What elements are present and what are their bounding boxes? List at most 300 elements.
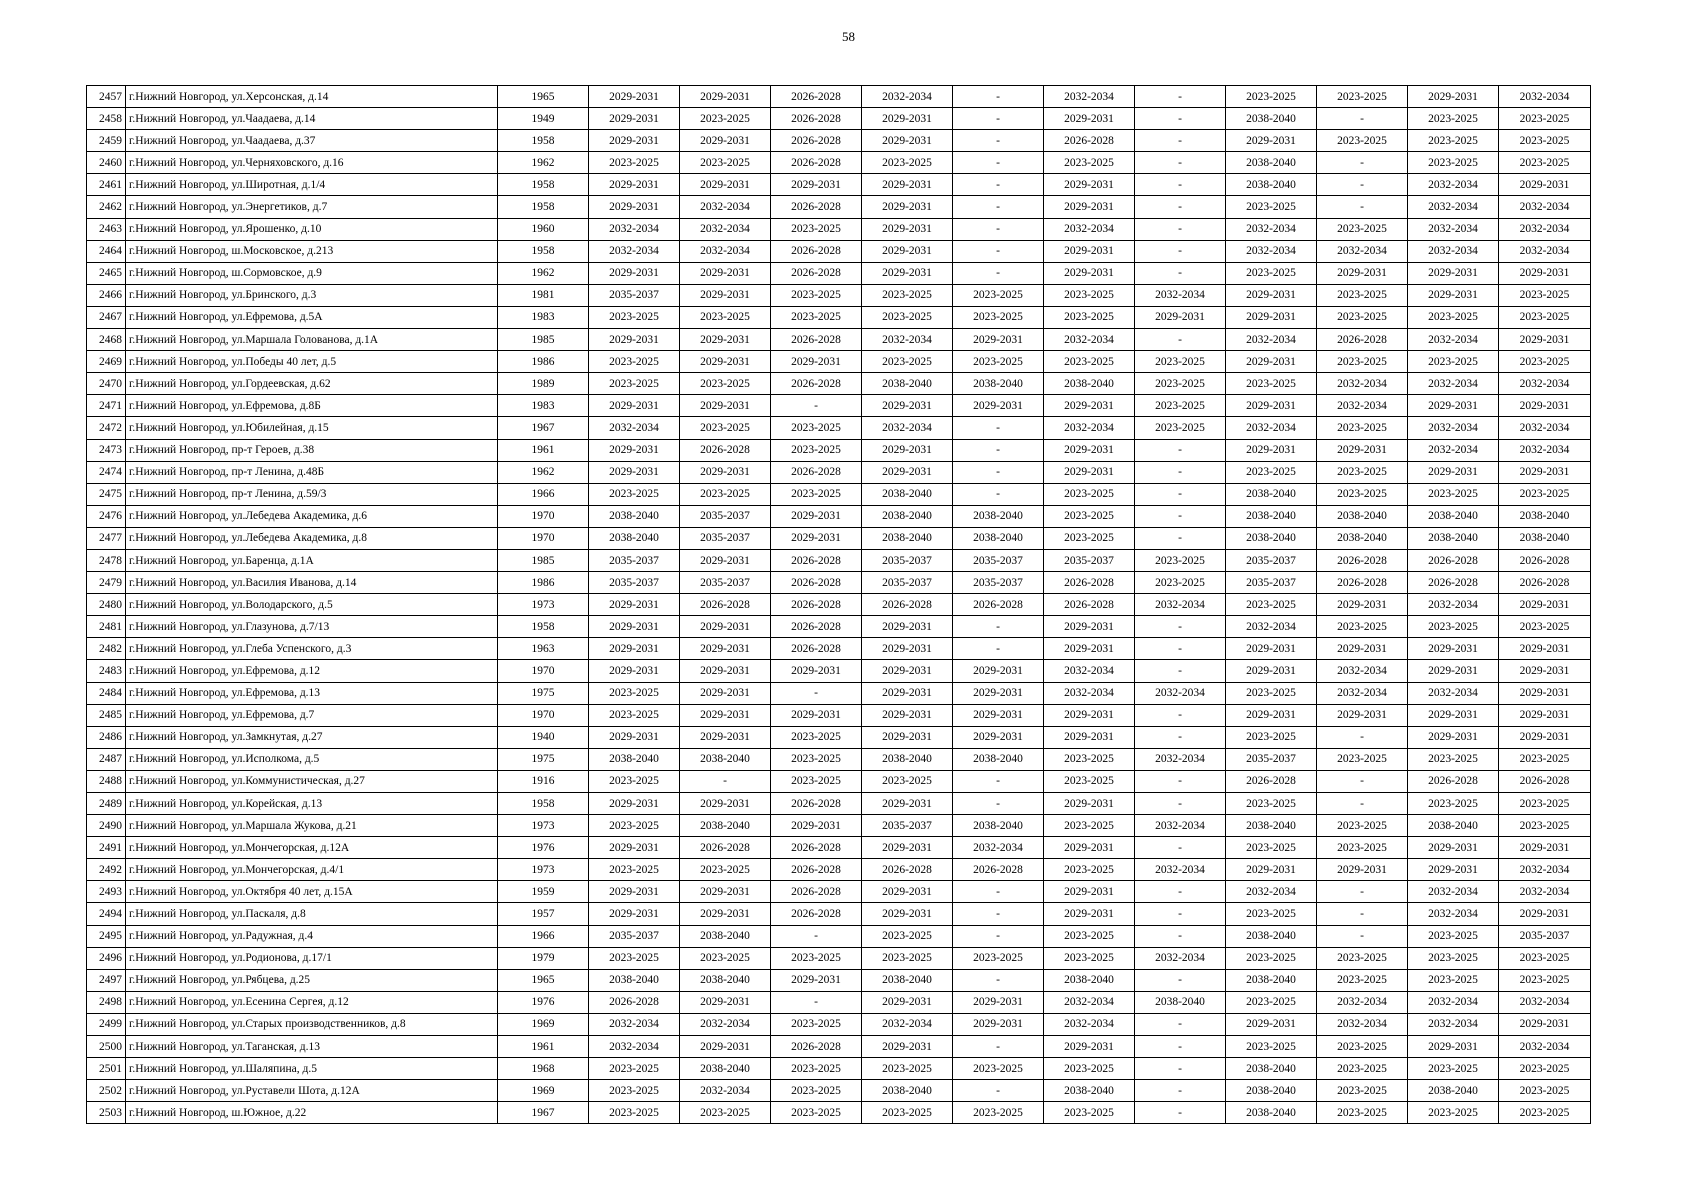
term-cell-6: 2029-2031 [1044,108,1135,130]
term-cell-2: 2029-2031 [680,284,771,306]
term-cell-9: - [1317,925,1408,947]
build-year-cell: 1963 [498,638,589,660]
build-year-cell: 1958 [498,240,589,262]
term-cell-3: 2029-2031 [771,815,862,837]
table-row [87,329,1591,351]
build-year-cell: 1957 [498,903,589,925]
address-cell: г.Нижний Новгород, ул.Победы 40 лет, д.5 [126,351,498,373]
term-cell-2: 2023-2025 [680,306,771,328]
term-cell-1: 2035-2037 [589,925,680,947]
term-cell-7: - [1135,527,1226,549]
table-row [87,240,1591,262]
term-cell-2: 2029-2031 [680,881,771,903]
term-cell-6: 2029-2031 [1044,240,1135,262]
term-cell-1: 2029-2031 [589,86,680,108]
term-cell-3: 2029-2031 [771,527,862,549]
build-year-cell: 1969 [498,1080,589,1102]
term-cell-6: 2029-2031 [1044,461,1135,483]
term-cell-2: 2023-2025 [680,417,771,439]
term-cell-6: 2023-2025 [1044,1102,1135,1124]
term-cell-5: 2023-2025 [953,284,1044,306]
term-cell-5: 2038-2040 [953,527,1044,549]
row-number-cell: 2458 [87,108,126,130]
table-row [87,859,1591,881]
row-number-cell: 2470 [87,373,126,395]
term-cell-11: 2026-2028 [1499,572,1591,594]
term-cell-4: 2029-2031 [862,881,953,903]
table-row [87,417,1591,439]
row-number-cell: 2469 [87,351,126,373]
term-cell-3: - [771,925,862,947]
term-cell-5: 2038-2040 [953,373,1044,395]
row-number-cell: 2482 [87,638,126,660]
build-year-cell: 1962 [498,262,589,284]
build-year-cell: 1968 [498,1058,589,1080]
term-cell-9: - [1317,726,1408,748]
term-cell-3: 2026-2028 [771,793,862,815]
term-cell-9: 2029-2031 [1317,594,1408,616]
term-cell-7: - [1135,660,1226,682]
term-cell-3: 2026-2028 [771,1036,862,1058]
term-cell-10: 2026-2028 [1408,572,1499,594]
build-year-cell: 1970 [498,527,589,549]
term-cell-1: 2029-2031 [589,108,680,130]
term-cell-5: - [953,262,1044,284]
term-cell-11: 2029-2031 [1499,262,1591,284]
address-cell: г.Нижний Новгород, ул.Глеба Успенского, д.3 [126,638,498,660]
term-cell-6: 2032-2034 [1044,1013,1135,1035]
term-cell-1: 2029-2031 [589,616,680,638]
term-cell-4: 2029-2031 [862,793,953,815]
address-cell: г.Нижний Новгород, ул.Ярошенко, д.10 [126,218,498,240]
term-cell-9: 2023-2025 [1317,1058,1408,1080]
term-cell-7: - [1135,704,1226,726]
term-cell-10: 2032-2034 [1408,329,1499,351]
term-cell-11: 2029-2031 [1499,837,1591,859]
term-cell-10: 2023-2025 [1408,1102,1499,1124]
term-cell-2: 2029-2031 [680,329,771,351]
term-cell-11: 2029-2031 [1499,1013,1591,1035]
term-cell-4: 2023-2025 [862,306,953,328]
row-number-cell: 2488 [87,770,126,792]
term-cell-3: 2026-2028 [771,108,862,130]
row-number-cell: 2467 [87,306,126,328]
term-cell-2: 2029-2031 [680,549,771,571]
term-cell-5: - [953,218,1044,240]
term-cell-5: - [953,925,1044,947]
term-cell-3: 2026-2028 [771,903,862,925]
term-cell-9: 2023-2025 [1317,130,1408,152]
address-cell: г.Нижний Новгород, ш.Сормовское, д.9 [126,262,498,284]
term-cell-2: 2023-2025 [680,1102,771,1124]
term-cell-8: 2023-2025 [1226,373,1317,395]
term-cell-9: 2038-2040 [1317,527,1408,549]
term-cell-1: 2032-2034 [589,218,680,240]
term-cell-4: 2023-2025 [862,947,953,969]
term-cell-7: - [1135,130,1226,152]
term-cell-9: - [1317,196,1408,218]
term-cell-1: 2023-2025 [589,1058,680,1080]
build-year-cell: 1967 [498,417,589,439]
term-cell-10: 2029-2031 [1408,461,1499,483]
term-cell-4: 2029-2031 [862,682,953,704]
term-cell-3: 2026-2028 [771,240,862,262]
term-cell-11: 2023-2025 [1499,1102,1591,1124]
term-cell-1: 2035-2037 [589,549,680,571]
term-cell-3: 2023-2025 [771,947,862,969]
row-number-cell: 2473 [87,439,126,461]
term-cell-11: 2023-2025 [1499,130,1591,152]
term-cell-6: 2023-2025 [1044,284,1135,306]
address-cell: г.Нижний Новгород, пр-т Ленина, д.48Б [126,461,498,483]
term-cell-8: 2023-2025 [1226,196,1317,218]
term-cell-4: 2029-2031 [862,395,953,417]
term-cell-9: - [1317,152,1408,174]
term-cell-10: 2023-2025 [1408,925,1499,947]
term-cell-4: 2038-2040 [862,527,953,549]
term-cell-1: 2029-2031 [589,395,680,417]
term-cell-5: 2023-2025 [953,1102,1044,1124]
term-cell-3: 2023-2025 [771,726,862,748]
term-cell-7: - [1135,903,1226,925]
term-cell-2: 2029-2031 [680,130,771,152]
term-cell-3: 2023-2025 [771,483,862,505]
term-cell-9: 2032-2034 [1317,395,1408,417]
term-cell-11: 2032-2034 [1499,86,1591,108]
term-cell-7: - [1135,881,1226,903]
term-cell-1: 2032-2034 [589,240,680,262]
term-cell-3: - [771,991,862,1013]
term-cell-2: 2029-2031 [680,638,771,660]
build-year-cell: 1970 [498,660,589,682]
term-cell-3: 2023-2025 [771,284,862,306]
row-number-cell: 2502 [87,1080,126,1102]
term-cell-6: 2023-2025 [1044,351,1135,373]
term-cell-11: 2032-2034 [1499,1036,1591,1058]
term-cell-4: 2032-2034 [862,417,953,439]
term-cell-10: 2038-2040 [1408,1080,1499,1102]
term-cell-6: 2029-2031 [1044,837,1135,859]
term-cell-8: 2035-2037 [1226,549,1317,571]
term-cell-9: 2023-2025 [1317,969,1408,991]
term-cell-4: 2029-2031 [862,461,953,483]
term-cell-3: 2023-2025 [771,1102,862,1124]
table-row [87,527,1591,549]
term-cell-4: 2026-2028 [862,594,953,616]
address-cell: г.Нижний Новгород, ул.Чаадаева, д.37 [126,130,498,152]
address-cell: г.Нижний Новгород, ул.Мончегорская, д.4/1 [126,859,498,881]
table-row [87,262,1591,284]
term-cell-4: 2035-2037 [862,815,953,837]
table-row [87,461,1591,483]
address-cell: г.Нижний Новгород, ул.Таганская, д.13 [126,1036,498,1058]
address-cell: г.Нижний Новгород, ул.Володарского, д.5 [126,594,498,616]
build-year-cell: 1975 [498,748,589,770]
term-cell-4: 2032-2034 [862,86,953,108]
table-body [87,86,1591,1124]
table-row [87,903,1591,925]
term-cell-6: 2029-2031 [1044,903,1135,925]
term-cell-3: 2023-2025 [771,1013,862,1035]
term-cell-3: 2029-2031 [771,174,862,196]
term-cell-2: 2029-2031 [680,682,771,704]
term-cell-5: - [953,130,1044,152]
row-number-cell: 2471 [87,395,126,417]
term-cell-10: 2032-2034 [1408,218,1499,240]
term-cell-1: 2023-2025 [589,947,680,969]
build-year-cell: 1983 [498,306,589,328]
term-cell-2: 2026-2028 [680,439,771,461]
table-row [87,991,1591,1013]
table-row [87,572,1591,594]
term-cell-6: 2032-2034 [1044,86,1135,108]
term-cell-7: - [1135,1102,1226,1124]
term-cell-5: - [953,969,1044,991]
term-cell-8: 2023-2025 [1226,837,1317,859]
term-cell-7: 2032-2034 [1135,284,1226,306]
term-cell-10: 2023-2025 [1408,616,1499,638]
term-cell-5: 2026-2028 [953,594,1044,616]
term-cell-10: 2029-2031 [1408,859,1499,881]
term-cell-5: - [953,196,1044,218]
term-cell-3: 2029-2031 [771,660,862,682]
address-cell: г.Нижний Новгород, ул.Широтная, д.1/4 [126,174,498,196]
term-cell-7: 2032-2034 [1135,859,1226,881]
term-cell-11: 2032-2034 [1499,417,1591,439]
row-number-cell: 2475 [87,483,126,505]
row-number-cell: 2468 [87,329,126,351]
term-cell-5: - [953,793,1044,815]
term-cell-6: 2032-2034 [1044,682,1135,704]
row-number-cell: 2497 [87,969,126,991]
term-cell-8: 2029-2031 [1226,660,1317,682]
term-cell-4: 2029-2031 [862,638,953,660]
term-cell-4: 2029-2031 [862,616,953,638]
term-cell-4: 2035-2037 [862,572,953,594]
term-cell-3: 2026-2028 [771,329,862,351]
term-cell-6: 2032-2034 [1044,329,1135,351]
term-cell-4: 2029-2031 [862,837,953,859]
term-cell-6: 2029-2031 [1044,439,1135,461]
address-cell: г.Нижний Новгород, ул.Чаадаева, д.14 [126,108,498,130]
term-cell-3: 2023-2025 [771,306,862,328]
term-cell-11: 2023-2025 [1499,1058,1591,1080]
term-cell-2: 2032-2034 [680,1013,771,1035]
table-row [87,793,1591,815]
term-cell-10: 2023-2025 [1408,108,1499,130]
term-cell-5: - [953,1036,1044,1058]
table-row [87,284,1591,306]
term-cell-7: 2023-2025 [1135,417,1226,439]
term-cell-4: 2038-2040 [862,1080,953,1102]
term-cell-2: 2026-2028 [680,837,771,859]
build-year-cell: 1958 [498,174,589,196]
term-cell-6: 2032-2034 [1044,218,1135,240]
build-year-cell: 1962 [498,461,589,483]
build-year-cell: 1975 [498,682,589,704]
term-cell-7: 2032-2034 [1135,594,1226,616]
term-cell-4: 2038-2040 [862,505,953,527]
address-cell: г.Нижний Новгород, ул.Ефремова, д.12 [126,660,498,682]
term-cell-5: 2029-2031 [953,329,1044,351]
term-cell-1: 2032-2034 [589,1013,680,1035]
term-cell-10: 2032-2034 [1408,373,1499,395]
term-cell-3: 2026-2028 [771,837,862,859]
term-cell-11: 2029-2031 [1499,174,1591,196]
term-cell-1: 2038-2040 [589,748,680,770]
term-cell-1: 2038-2040 [589,505,680,527]
row-number-cell: 2477 [87,527,126,549]
term-cell-4: 2029-2031 [862,439,953,461]
address-cell: г.Нижний Новгород, ул.Радужная, д.4 [126,925,498,947]
table-row [87,505,1591,527]
term-cell-5: 2023-2025 [953,1058,1044,1080]
table-row [87,130,1591,152]
build-year-cell: 1958 [498,196,589,218]
build-year-cell: 1989 [498,373,589,395]
term-cell-7: 2032-2034 [1135,815,1226,837]
term-cell-8: 2029-2031 [1226,704,1317,726]
term-cell-2: 2038-2040 [680,969,771,991]
build-year-cell: 1976 [498,991,589,1013]
term-cell-3: 2026-2028 [771,616,862,638]
term-cell-1: 2023-2025 [589,704,680,726]
address-cell: г.Нижний Новгород, ул.Лебедева Академика, д.8 [126,527,498,549]
term-cell-1: 2029-2031 [589,793,680,815]
term-cell-1: 2029-2031 [589,726,680,748]
address-cell: г.Нижний Новгород, пр-т Героев, д.38 [126,439,498,461]
term-cell-9: - [1317,174,1408,196]
term-cell-5: - [953,903,1044,925]
term-cell-7: 2032-2034 [1135,748,1226,770]
build-year-cell: 1970 [498,505,589,527]
row-number-cell: 2472 [87,417,126,439]
term-cell-1: 2023-2025 [589,859,680,881]
table-row [87,815,1591,837]
term-cell-11: 2023-2025 [1499,483,1591,505]
row-number-cell: 2459 [87,130,126,152]
term-cell-2: 2029-2031 [680,174,771,196]
term-cell-8: 2029-2031 [1226,439,1317,461]
table-row [87,969,1591,991]
term-cell-2: 2023-2025 [680,108,771,130]
address-cell: г.Нижний Новгород, ул.Родионова, д.17/1 [126,947,498,969]
term-cell-4: 2032-2034 [862,1013,953,1035]
term-cell-11: 2023-2025 [1499,1080,1591,1102]
table-row [87,748,1591,770]
term-cell-11: 2032-2034 [1499,196,1591,218]
term-cell-4: 2023-2025 [862,152,953,174]
term-cell-4: 2029-2031 [862,108,953,130]
table-row [87,108,1591,130]
table-row [87,682,1591,704]
term-cell-8: 2038-2040 [1226,505,1317,527]
term-cell-8: 2032-2034 [1226,881,1317,903]
table-row [87,1080,1591,1102]
table-row [87,439,1591,461]
term-cell-11: 2023-2025 [1499,815,1591,837]
row-number-cell: 2503 [87,1102,126,1124]
term-cell-10: 2038-2040 [1408,815,1499,837]
term-cell-6: 2029-2031 [1044,262,1135,284]
term-cell-5: - [953,461,1044,483]
term-cell-11: 2032-2034 [1499,240,1591,262]
term-cell-8: 2038-2040 [1226,1058,1317,1080]
term-cell-8: 2029-2031 [1226,306,1317,328]
term-cell-8: 2023-2025 [1226,1036,1317,1058]
term-cell-10: 2023-2025 [1408,969,1499,991]
term-cell-3: 2026-2028 [771,130,862,152]
term-cell-8: 2032-2034 [1226,240,1317,262]
term-cell-2: 2023-2025 [680,483,771,505]
term-cell-5: 2023-2025 [953,351,1044,373]
address-cell: г.Нижний Новгород, ул.Гордеевская, д.62 [126,373,498,395]
term-cell-5: - [953,770,1044,792]
term-cell-8: 2026-2028 [1226,770,1317,792]
term-cell-1: 2035-2037 [589,284,680,306]
term-cell-11: 2029-2031 [1499,594,1591,616]
term-cell-8: 2029-2031 [1226,395,1317,417]
term-cell-4: 2023-2025 [862,284,953,306]
term-cell-10: 2029-2031 [1408,660,1499,682]
term-cell-4: 2029-2031 [862,240,953,262]
term-cell-11: 2032-2034 [1499,991,1591,1013]
build-year-cell: 1958 [498,793,589,815]
term-cell-8: 2029-2031 [1226,859,1317,881]
build-year-cell: 1986 [498,572,589,594]
term-cell-8: 2038-2040 [1226,527,1317,549]
term-cell-1: 2023-2025 [589,373,680,395]
term-cell-6: 2038-2040 [1044,373,1135,395]
table-row [87,351,1591,373]
build-year-cell: 1983 [498,395,589,417]
term-cell-1: 2038-2040 [589,527,680,549]
term-cell-7: - [1135,196,1226,218]
build-year-cell: 1973 [498,594,589,616]
row-number-cell: 2491 [87,837,126,859]
build-year-cell: 1959 [498,881,589,903]
term-cell-8: 2038-2040 [1226,108,1317,130]
term-cell-7: - [1135,240,1226,262]
term-cell-11: 2023-2025 [1499,616,1591,638]
address-cell: г.Нижний Новгород, ул.Старых производственников, д.8 [126,1013,498,1035]
term-cell-1: 2035-2037 [589,572,680,594]
term-cell-7: - [1135,616,1226,638]
term-cell-4: 2038-2040 [862,969,953,991]
term-cell-2: 2029-2031 [680,660,771,682]
term-cell-9: 2029-2031 [1317,859,1408,881]
term-cell-9: 2032-2034 [1317,682,1408,704]
term-cell-9: 2023-2025 [1317,483,1408,505]
term-cell-8: 2029-2031 [1226,1013,1317,1035]
term-cell-4: 2023-2025 [862,1058,953,1080]
term-cell-9: 2029-2031 [1317,439,1408,461]
term-cell-2: 2029-2031 [680,351,771,373]
term-cell-1: 2029-2031 [589,439,680,461]
build-year-cell: 1979 [498,947,589,969]
build-year-cell: 1965 [498,86,589,108]
term-cell-7: - [1135,1036,1226,1058]
term-cell-11: 2023-2025 [1499,793,1591,815]
term-cell-1: 2023-2025 [589,351,680,373]
row-number-cell: 2481 [87,616,126,638]
term-cell-4: 2038-2040 [862,748,953,770]
term-cell-1: 2026-2028 [589,991,680,1013]
term-cell-7: - [1135,86,1226,108]
term-cell-10: 2032-2034 [1408,1013,1499,1035]
row-number-cell: 2460 [87,152,126,174]
term-cell-7: - [1135,262,1226,284]
